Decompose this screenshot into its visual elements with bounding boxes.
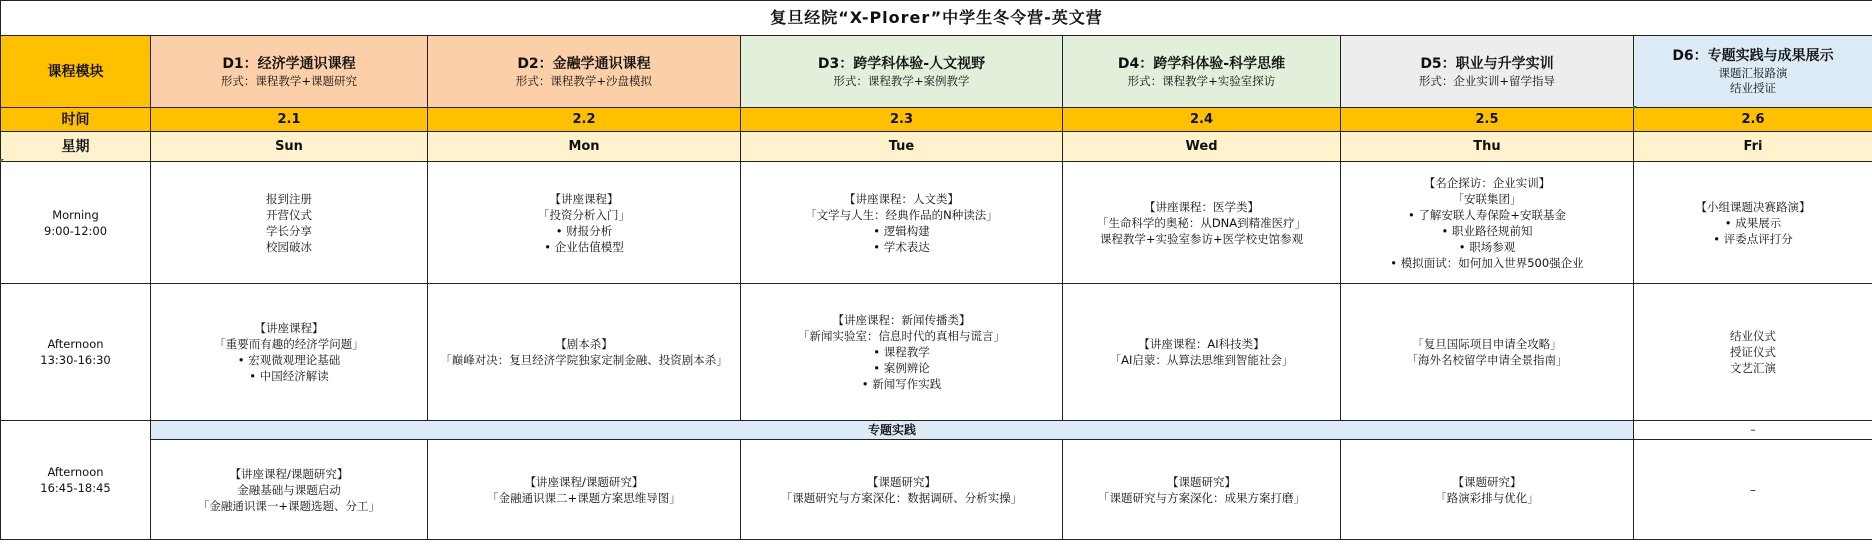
session-name: Afternoon [47, 465, 104, 479]
cell-line: • 新闻写作实践 [861, 377, 942, 391]
day-header-d5 [1341, 36, 1634, 108]
cell-line: • 模拟面试：如何加入世界500强企业 [1390, 255, 1584, 270]
cell-line: 「金融通识课一+课题选题、分工」 [197, 498, 381, 513]
cell-line: 【讲座课程/课题研究】 [229, 466, 349, 481]
schedule-cell [151, 440, 428, 540]
cell-line: 「课题研究与方案深化：成果方案打磨」 [1098, 490, 1305, 505]
cell-line: 文艺汇演 [1730, 361, 1776, 375]
cell-line: 学长分享 [266, 223, 312, 238]
cell-line: 【讲座课程：新闻传播类】 [832, 313, 971, 327]
session-label-afternoon-1 [1, 284, 151, 421]
cell-line: 「巅峰对决：复旦经济学院独家定制金融、投资剧本杀」 [440, 353, 728, 367]
cell-line: 「复旦国际项目申请全攻略」 [1412, 337, 1562, 351]
session-label-morning [1, 162, 151, 284]
date-cell: 2.5 [1341, 108, 1634, 132]
weekday-cell: Mon [428, 132, 741, 162]
cell-line: 「金融通识课二+课题方案思维导图」 [487, 490, 681, 505]
weekday-cell: Sun [151, 132, 428, 162]
day-form: 形式：企业实训+留学指导 [1418, 73, 1556, 88]
day-form: 结业授证 [1730, 81, 1776, 95]
cell-line: 「课题研究与方案深化：数据调研、分析实操」 [780, 490, 1023, 505]
cell-line: 【讲座课程：医学类】 [1144, 199, 1259, 214]
schedule-cell [741, 162, 1063, 284]
schedule-cell [151, 162, 428, 284]
date-cell: 2.6 [1634, 108, 1872, 132]
schedule-cell [428, 284, 741, 421]
cell-line: 开营仪式 [266, 207, 312, 222]
schedule-cell [741, 284, 1063, 421]
day-header-d4 [1063, 36, 1341, 108]
day-form: 形式：课程教学+案例教学 [833, 73, 970, 88]
day-name: D3：跨学科体验-人文视野 [817, 55, 986, 72]
cell-line: 课程教学+实验室参访+医学校史馆参观 [1099, 231, 1304, 246]
cell-line: 报到注册 [266, 191, 312, 206]
cell-line: 【名企探访：企业实训】 [1423, 175, 1551, 190]
cell-line: • 学术表达 [873, 239, 930, 254]
date-cell: 2.4 [1063, 108, 1341, 132]
cell-note-marker [1633, 106, 1637, 110]
day-form: 形式：课程教学+沙盘模拟 [515, 73, 653, 88]
cell-line: • 课程教学 [873, 345, 930, 359]
cell-note-marker [0, 159, 4, 163]
time-label: 时间 [1, 108, 151, 132]
cell-line: • 案例辨论 [873, 361, 930, 375]
cell-line: 校园破冰 [266, 239, 312, 254]
day-header-d6 [1634, 36, 1872, 108]
cell-line: • 财报分析 [555, 223, 613, 238]
cell-line: • 成果展示 [1724, 215, 1782, 230]
cell-line: 【课题研究】 [1452, 474, 1522, 489]
cell-line: – [1750, 482, 1756, 497]
schedule-cell [1063, 284, 1341, 421]
cell-line: 「文学与人生：经典作品的N种读法」 [805, 207, 998, 222]
cell-line: • 职场参观 [1458, 239, 1516, 254]
day-name: D2：金融学通识课程 [517, 55, 651, 72]
cell-line: 【讲座课程/课题研究】 [524, 474, 644, 489]
cell-line: 「路演彩排与优化」 [1435, 490, 1539, 505]
cell-line: 【讲座课程：AI科技类】 [1138, 337, 1265, 351]
practice-band: 专题实践 [151, 421, 1634, 440]
cell-line: 【讲座课程】 [254, 321, 324, 335]
session-time: 9:00-12:00 [43, 223, 108, 238]
day-name: D1：经济学通识课程 [222, 55, 356, 72]
day-name: D4：跨学科体验-科学思维 [1117, 55, 1286, 72]
cell-line: • 职业路径规前知 [1441, 223, 1533, 238]
cell-line: 【剧本杀】 [555, 337, 613, 351]
weekday-cell: Tue [741, 132, 1063, 162]
day-name: D5：职业与升学实训 [1420, 55, 1554, 72]
cell-line: • 评委点评打分 [1713, 231, 1793, 246]
cell-line: • 企业估值模型 [544, 239, 624, 254]
schedule-cell [741, 440, 1063, 540]
weekday-cell: Fri [1634, 132, 1872, 162]
cell-line: 「AI启蒙：从算法思维到智能社会」 [1109, 353, 1294, 367]
schedule-cell [1341, 162, 1634, 284]
weekday-cell: Thu [1341, 132, 1634, 162]
day-form: 课题汇报路演 [1718, 66, 1788, 80]
day-name: D6：专题实践与成果展示 [1672, 48, 1834, 64]
schedule-cell [1634, 440, 1872, 540]
schedule-cell [1063, 162, 1341, 284]
day-header-d1 [151, 36, 428, 108]
cell-line: 结业仪式 [1730, 329, 1776, 343]
cell-line: 【课题研究】 [1167, 474, 1236, 489]
cell-line: 「安联集团」 [1452, 191, 1522, 206]
cell-line: 【讲座课程】 [549, 191, 619, 206]
schedule-cell [428, 162, 741, 284]
cell-line: • 了解安联人寿保险+安联基金 [1407, 207, 1567, 222]
cell-line: 【小组课题决赛路演】 [1695, 199, 1811, 214]
day-form: 形式：课程教学+实验室探访 [1127, 73, 1276, 88]
schedule-cell [1634, 284, 1872, 421]
weekday-cell: Wed [1063, 132, 1341, 162]
cell-line: • 宏观微观理论基础 [237, 353, 341, 367]
date-cell: 2.3 [741, 108, 1063, 132]
date-cell: 2.2 [428, 108, 741, 132]
day-form: 形式：课程教学+课题研究 [220, 73, 358, 88]
schedule-cell [1341, 284, 1634, 421]
cell-line: 「重要而有趣的经济学问题」 [214, 337, 364, 351]
schedule-cell [151, 284, 428, 421]
weekday-label: 星期 [1, 132, 151, 162]
session-name: Morning [52, 207, 99, 222]
date-cell: 2.1 [151, 108, 428, 132]
session-name: Afternoon [47, 337, 104, 351]
practice-band-d6: – [1634, 421, 1872, 440]
schedule-cell [1063, 440, 1341, 540]
session-time: 13:30-16:30 [40, 353, 111, 367]
page-title: 复旦经院“X-Plorer”中学生冬令营-英文营 [1, 1, 1872, 36]
day-header-d3 [741, 36, 1063, 108]
cell-line: 【课题研究】 [867, 474, 936, 489]
session-time: 16:45-18:45 [40, 481, 111, 495]
cell-line: 金融基础与课题启动 [237, 482, 341, 497]
cell-line: 「新闻实验室：信息时代的真相与谎言」 [798, 329, 1005, 343]
day-header-d2 [428, 36, 741, 108]
schedule-cell [428, 440, 741, 540]
cell-line: 【讲座课程：人文类】 [844, 191, 959, 206]
cell-line: 「投资分析入门」 [538, 207, 630, 222]
schedule-cell [1341, 440, 1634, 540]
session-label-afternoon-2 [1, 421, 151, 540]
schedule-cell [1634, 162, 1872, 284]
module-label: 课程模块 [1, 36, 151, 108]
cell-line: 「生命科学的奥秘：从DNA到精准医疗」 [1096, 215, 1307, 230]
cell-line: • 逻辑构建 [873, 223, 930, 238]
cell-line: 授证仪式 [1730, 345, 1776, 359]
cell-line: • 中国经济解读 [249, 369, 329, 383]
cell-line: 「海外名校留学申请全景指南」 [1406, 353, 1568, 367]
